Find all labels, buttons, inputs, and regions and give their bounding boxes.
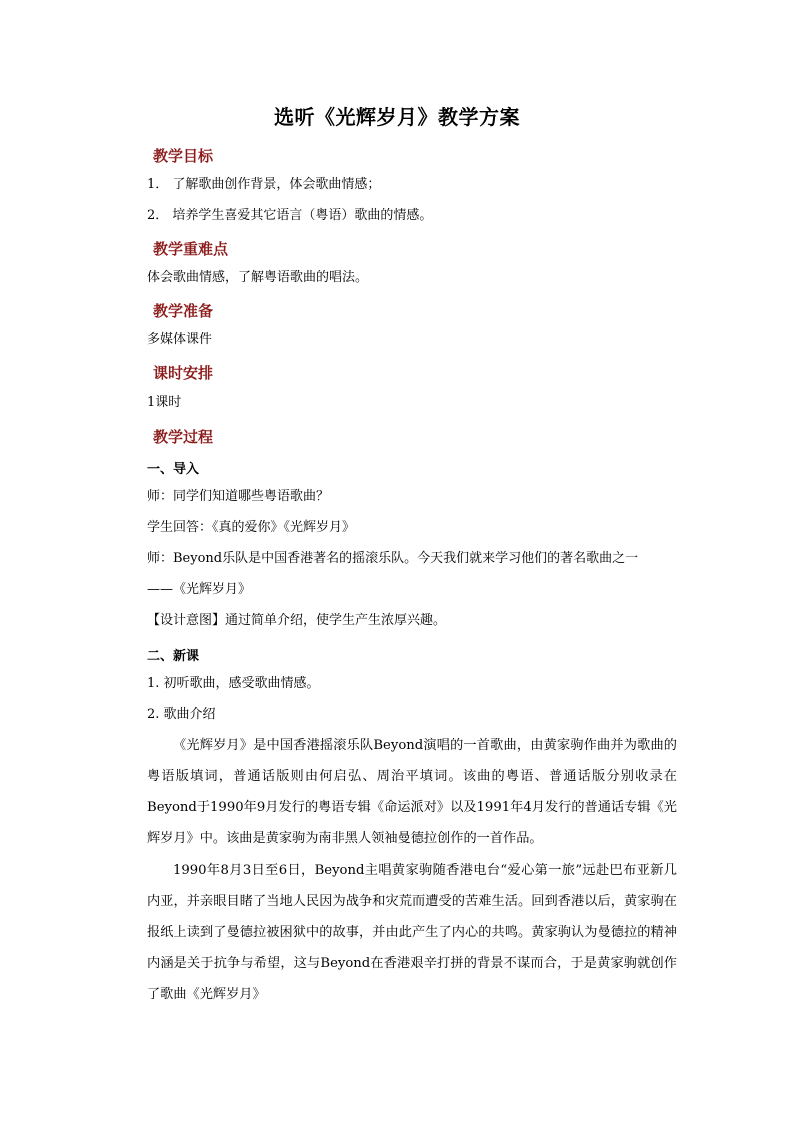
prep-text: 多媒体课件 bbox=[147, 332, 213, 347]
design-intent: 【设计意图】通过简单介绍，使学生产生浓厚兴趣。 bbox=[147, 613, 447, 628]
page-title: 选听《光辉岁月》教学方案 bbox=[274, 105, 520, 129]
new-lesson-heading: 二、新课 bbox=[147, 649, 200, 664]
new-lesson-step-1: 1. 初听歌曲，感受歌曲情感。 bbox=[147, 676, 320, 691]
song-background-paragraph: 1990年8月3日至6日，Beyond主唱黄家驹随香港电台“爱心第一旅”远赴巴布亚新几内亚，并亲眼目睹了当地人民因为战争和灾荒而遭受的苦难生活。回到香港以后，黄家驹在报纸上读到了曼德拉被困狱中的故事，并由此产生了内心的共鸣。黄家驹认为曼德拉的精神内涵是关于抗争与希望，这与Beyond在香港艰辛打拼的背景不谋而合，于是黄家驹就创作了歌曲《光辉岁月》 bbox=[147, 863, 677, 1002]
song-intro-paragraph: 《光辉岁月》是中国香港摇滚乐队Beyond演唱的一首歌曲，由黄家驹作曲并为歌曲的粤语版填词，普通话版则由何启弘、周治平填词。该曲的粤语、普通话版分别收录在Beyond于1990年9月发行的粤语专辑《命运派对》以及1991年4月发行的普通话专辑《光辉岁月》中。该曲是黄家驹为南非黑人领袖曼德拉创作的一首作品。 bbox=[147, 738, 677, 846]
prep-heading: 教学准备 bbox=[153, 302, 214, 320]
process-heading: 教学过程 bbox=[153, 428, 214, 446]
focus-text: 体会歌曲情感，了解粤语歌曲的唱法。 bbox=[147, 270, 369, 285]
focus-heading: 教学重难点 bbox=[153, 240, 229, 258]
intro-heading: 一、导入 bbox=[147, 462, 200, 477]
goal-item-2: 2． 培养学生喜爱其它语言（粤语）歌曲的情感。 bbox=[147, 208, 433, 223]
intro-line-3a: 师：Beyond乐队是中国香港著名的摇滚乐队。今天我们就来学习他们的著名歌曲之一 bbox=[147, 551, 639, 566]
goals-heading: 教学目标 bbox=[153, 147, 214, 165]
intro-line-2: 学生回答：《真的爱你》《光辉岁月》 bbox=[147, 520, 356, 535]
time-text: 1课时 bbox=[147, 395, 182, 410]
intro-line-3b: ——《光辉岁月》 bbox=[147, 582, 252, 597]
intro-line-1: 师：同学们知道哪些粤语歌曲？ bbox=[147, 489, 330, 504]
new-lesson-step-2: 2. 歌曲介绍 bbox=[147, 707, 216, 722]
goal-item-1: 1． 了解歌曲创作背景，体会歌曲情感； bbox=[147, 177, 381, 192]
time-heading: 课时安排 bbox=[153, 364, 214, 382]
